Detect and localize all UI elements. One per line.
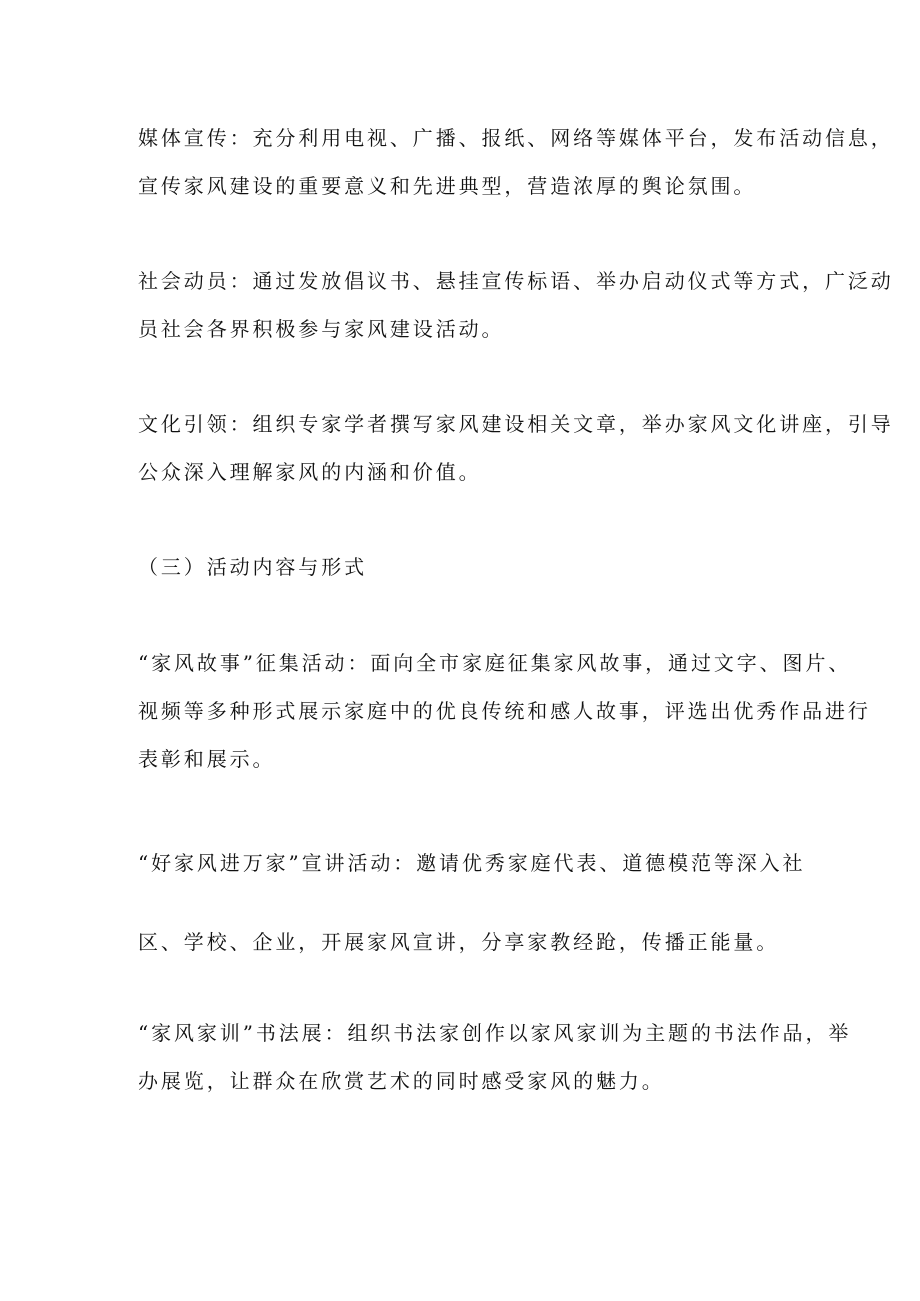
social-mobilization-line-1: 社会动员：通过发放倡议书、悬挂宣传标语、举办启动仪式等方式，广泛动 <box>138 269 894 293</box>
section-heading: （三）活动内容与形式 <box>138 555 367 579</box>
media-publicity-line-2: 宣传家风建设的重要意义和先进典型，营造浓厚的舆论氛围。 <box>138 174 757 198</box>
lecture-activity-line-1: “好家风进万家”宣讲活动：邀请优秀家庭代表、道德模范等深入社 <box>138 851 806 875</box>
story-collection-line-1: “家风故事”征集活动：面向全市家庭征集家风故事，通过文字、图片、 <box>138 651 852 675</box>
social-mobilization-line-2: 员社会各界积极参与家风建设活动。 <box>138 317 505 341</box>
story-collection-line-3: 表彰和展示。 <box>138 747 276 771</box>
story-collection-line-2: 视频等多种形式展示家庭中的优良传统和感人故事，评选出优秀作品进行 <box>138 699 871 723</box>
cultural-guidance-line-2: 公众深入理解家风的内涵和价值。 <box>138 460 482 484</box>
calligraphy-exhibition-line-1: “家风家训”书法展：组织书法家创作以家风家训为主题的书法作品，举 <box>138 1021 852 1045</box>
calligraphy-exhibition-line-2: 办展览，让群众在欣赏艺术的同时感受家风的魅力。 <box>138 1069 665 1093</box>
media-publicity-line-1: 媒体宣传：充分利用电视、广播、报纸、网络等媒体平台，发布活动信息， <box>138 126 894 150</box>
lecture-activity-line-2: 区、学校、企业，开展家风宣讲，分享家教经跄，传播正能量。 <box>138 930 780 954</box>
cultural-guidance-line-1: 文化引领：组织专家学者撰写家风建设相关文章，举办家风文化讲座，引导 <box>138 412 894 436</box>
